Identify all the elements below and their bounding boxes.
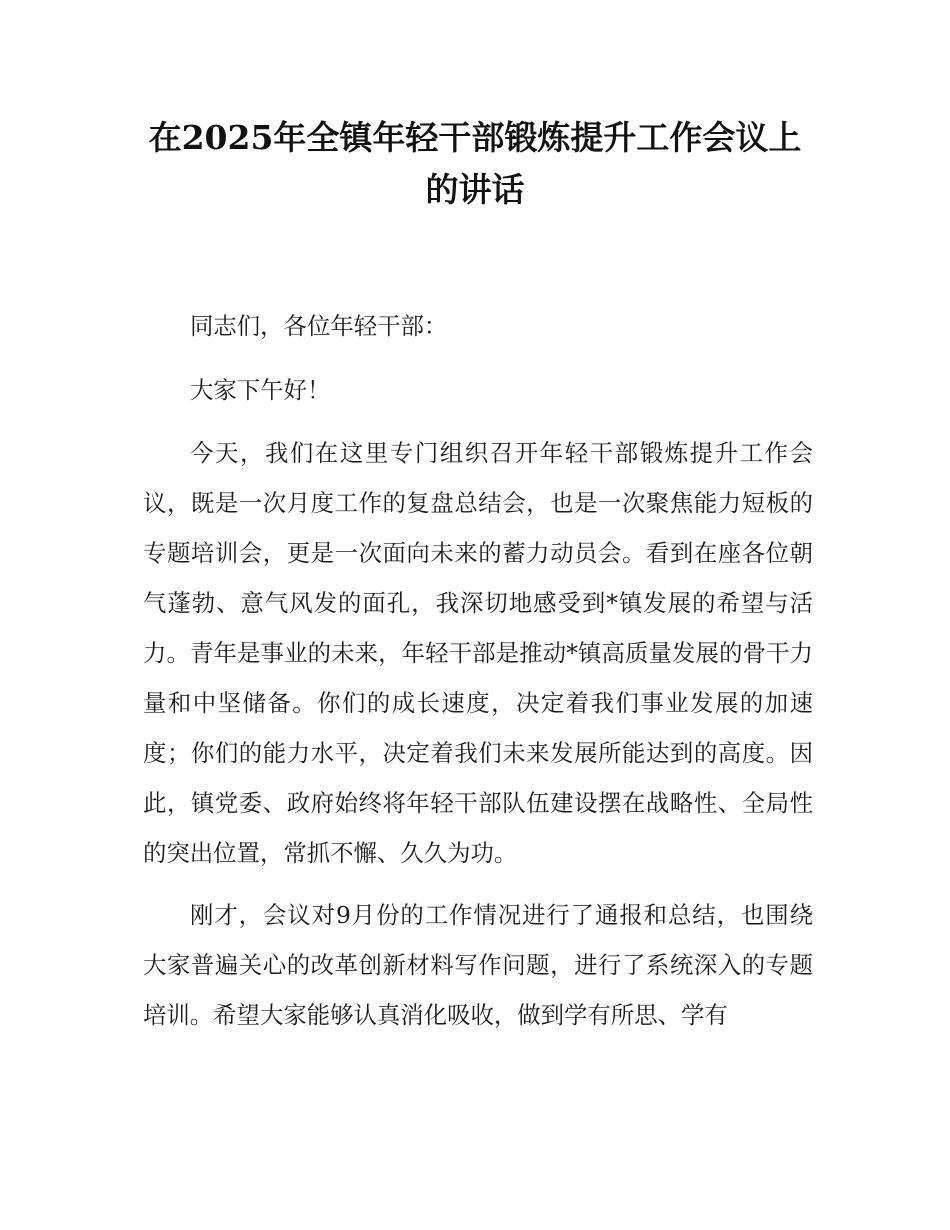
document-title	[100, 112, 850, 216]
title-line-2: 的讲话	[425, 170, 525, 209]
body-paragraph-2: 刚才，会议对9月份的工作情况进行了通报和总结，也围绕大家普遍关心的改革创新材料写作问题，进行了系统深入的专题培训。希望大家能够认真消化吸收，做到学有所思、学有	[143, 901, 813, 1029]
title-line-1: 在2025年全镇年轻干部锻炼提升工作会议上	[148, 118, 802, 157]
salutation: 同志们，各位年轻干部：	[190, 312, 448, 340]
body-paragraph-1: 今天，我们在这里专门组织召开年轻干部锻炼提升工作会议，既是一次月度工作的复盘总结会，也是一次聚焦能力短板的专题培训会，更是一次面向未来的蓄力动员会。看到在座各位朝气蓬勃、意气风发的面孔，我深切地感受到*镇发展的希望与活力。青年是事业的未来，年轻干部是推动*镇高质量发展的骨干力量和中坚储备。你们的成长速度，决定着我们事业发展的加速度；你们的能力水平，决定着我们未来发展所能达到的高度。因此，镇党委、政府始终将年轻干部队伍建设摆在战略性、全局性的突出位置，常抓不懈、久久为功。	[143, 439, 813, 867]
greeting: 大家下午好！	[190, 376, 331, 404]
